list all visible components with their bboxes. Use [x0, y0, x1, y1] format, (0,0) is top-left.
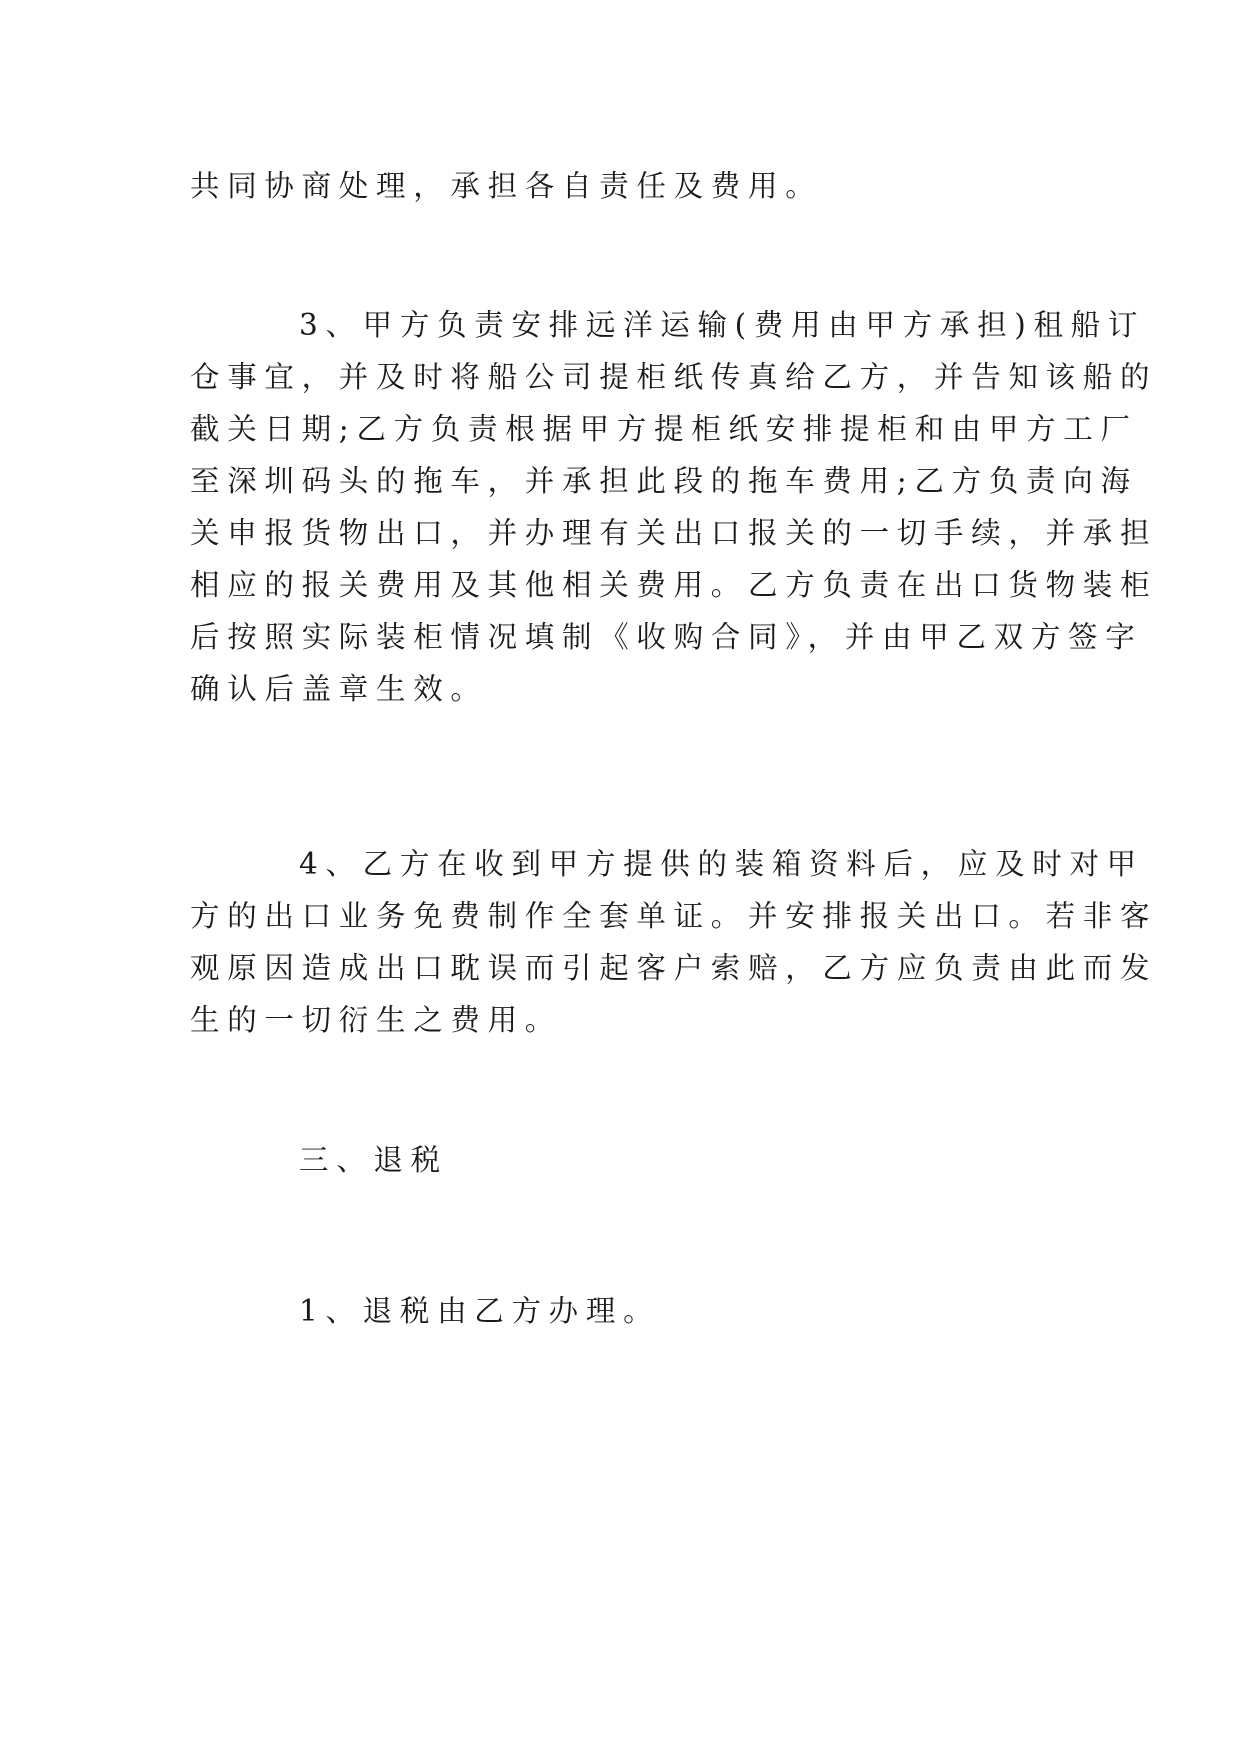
paragraph-2-line-1: 3、甲方负责安排远洋运输(费用由甲方承担)租船订	[299, 308, 1146, 342]
paragraph-4-line-1: 1、退税由乙方办理。	[299, 1294, 661, 1328]
paragraph-2-line-8: 确认后盖章生效。	[190, 672, 488, 706]
paragraph-2-line-7: 后按照实际装柜情况填制《收购合同》，并由甲乙双方签字	[190, 620, 1143, 654]
paragraph-3-line-1: 4、乙方在收到甲方提供的装箱资料后，应及时对甲	[299, 847, 1144, 881]
section-heading-tax-refund: 三、退税	[299, 1143, 448, 1177]
paragraph-2-line-5: 关申报货物出口，并办理有关出口报关的一切手续，并承担	[190, 516, 1158, 550]
paragraph-3-line-4: 生的一切衍生之费用。	[190, 1003, 563, 1037]
paragraph-1-line-1: 共同协商处理，承担各自责任及费用。	[190, 169, 823, 203]
paragraph-3-line-2: 方的出口业务免费制作全套单证。并安排报关出口。若非客	[190, 899, 1158, 933]
paragraph-2-line-2: 仓事宜，并及时将船公司提柜纸传真给乙方，并告知该船的	[190, 360, 1158, 394]
paragraph-3-line-3: 观原因造成出口耽误而引起客户索赔，乙方应负责由此而发	[190, 951, 1158, 985]
paragraph-2-line-4: 至深圳码头的拖车，并承担此段的拖车费用;乙方负责向海	[190, 464, 1138, 498]
paragraph-2-line-3: 截关日期;乙方负责根据甲方提柜纸安排提柜和由甲方工厂	[190, 412, 1138, 446]
paragraph-2-line-6: 相应的报关费用及其他相关费用。乙方负责在出口货物装柜	[190, 568, 1158, 602]
